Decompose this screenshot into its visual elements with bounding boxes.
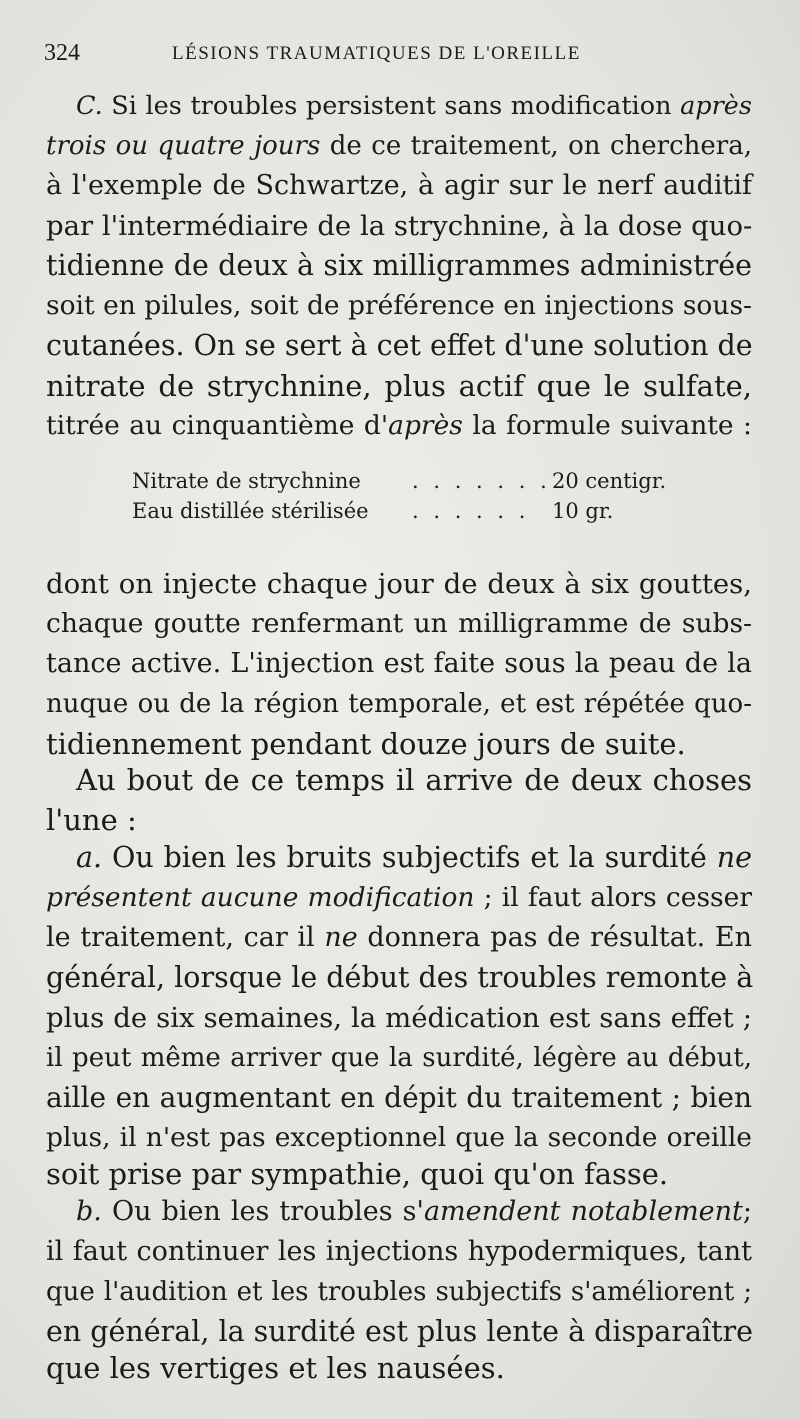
text-line: tance active. L'injection est faite sous la peau de la [46,648,752,679]
text-line: que les vertiges et les nausées. [46,1351,505,1385]
ingredient-name: Nitrate de strychnine [132,469,361,493]
text-line: b. Ou bien les troubles s'amendent notablement; [76,1196,752,1227]
text-line: présentent aucune modification ; il faut alors cesser [46,882,752,913]
text-line: chaque goutte renfermant un milligramme de subs- [46,608,752,639]
text-line: par l'intermédiaire de la strychnine, à la dose quo- [46,210,753,242]
text-line: le traitement, car il ne donnera pas de résultat. En [46,922,752,953]
text-line: aille en augmentant en dépit du traitement ; bien [46,1081,752,1114]
text-line: général, lorsque le début des troubles remonte à [46,961,754,994]
text-line: que l'audition et les troubles subjectifs s'améliorent ; [46,1277,752,1307]
page-header [44,40,744,74]
text-line: plus de six semaines, la médication est sans effet ; [46,1002,752,1034]
text-line: nitrate de strychnine, plus actif que le sulfate, [46,369,752,403]
text-line: il peut même arriver que la surdité, légère au début, [46,1043,752,1073]
ingredient-name: Eau distillée stérilisée [132,499,369,523]
text-line: il faut continuer les injections hypodermiques, tant [46,1236,752,1267]
text-line: dont on injecte chaque jour de deux à six gouttes, [46,568,752,600]
text-line: nuque ou de la région temporale, et est répétée quo- [46,689,752,719]
text-line: en général, la surdité est plus lente à disparaître [46,1315,754,1348]
text-line: titrée au cinquantième d'après la formule suivante : [46,410,752,441]
formula-row [132,496,672,526]
ingredient-amount: 20 centigr. [552,469,667,493]
leader-dots: . . . . . . [412,499,530,523]
text-line: C. Si les troubles persistent sans modification après [76,91,752,121]
leader-dots: . . . . . . . [412,469,551,493]
text-line: plus, il n'est pas exceptionnel que la seconde oreille [46,1122,752,1153]
text-line: Au bout de ce temps il arrive de deux choses [76,763,752,797]
text-line: a. Ou bien les bruits subjectifs et la surdité ne [76,841,752,874]
formula-row [132,466,672,496]
text-line: cutanées. On se sert à cet effet d'une solution de [46,329,753,362]
text-line: l'une : [46,803,137,837]
text-line: à l'exemple de Schwartze, à agir sur le nerf auditif [46,170,752,201]
text-line: soit en pilules, soit de préférence en injections sous- [46,290,753,321]
text-line: trois ou quatre jours de ce traitement, on cherchera, [46,131,752,161]
text-line: soit prise par sympathie, quoi qu'on fasse. [46,1157,669,1191]
ingredient-amount: 10 gr. [552,499,614,523]
running-title: LÉSIONS TRAUMATIQUES DE L'OREILLE [172,43,581,64]
text-line: tidiennement pendant douze jours de suite. [46,727,686,761]
text-line: tidienne de deux à six milligrammes administrée [46,249,752,282]
page-number: 324 [44,40,80,66]
